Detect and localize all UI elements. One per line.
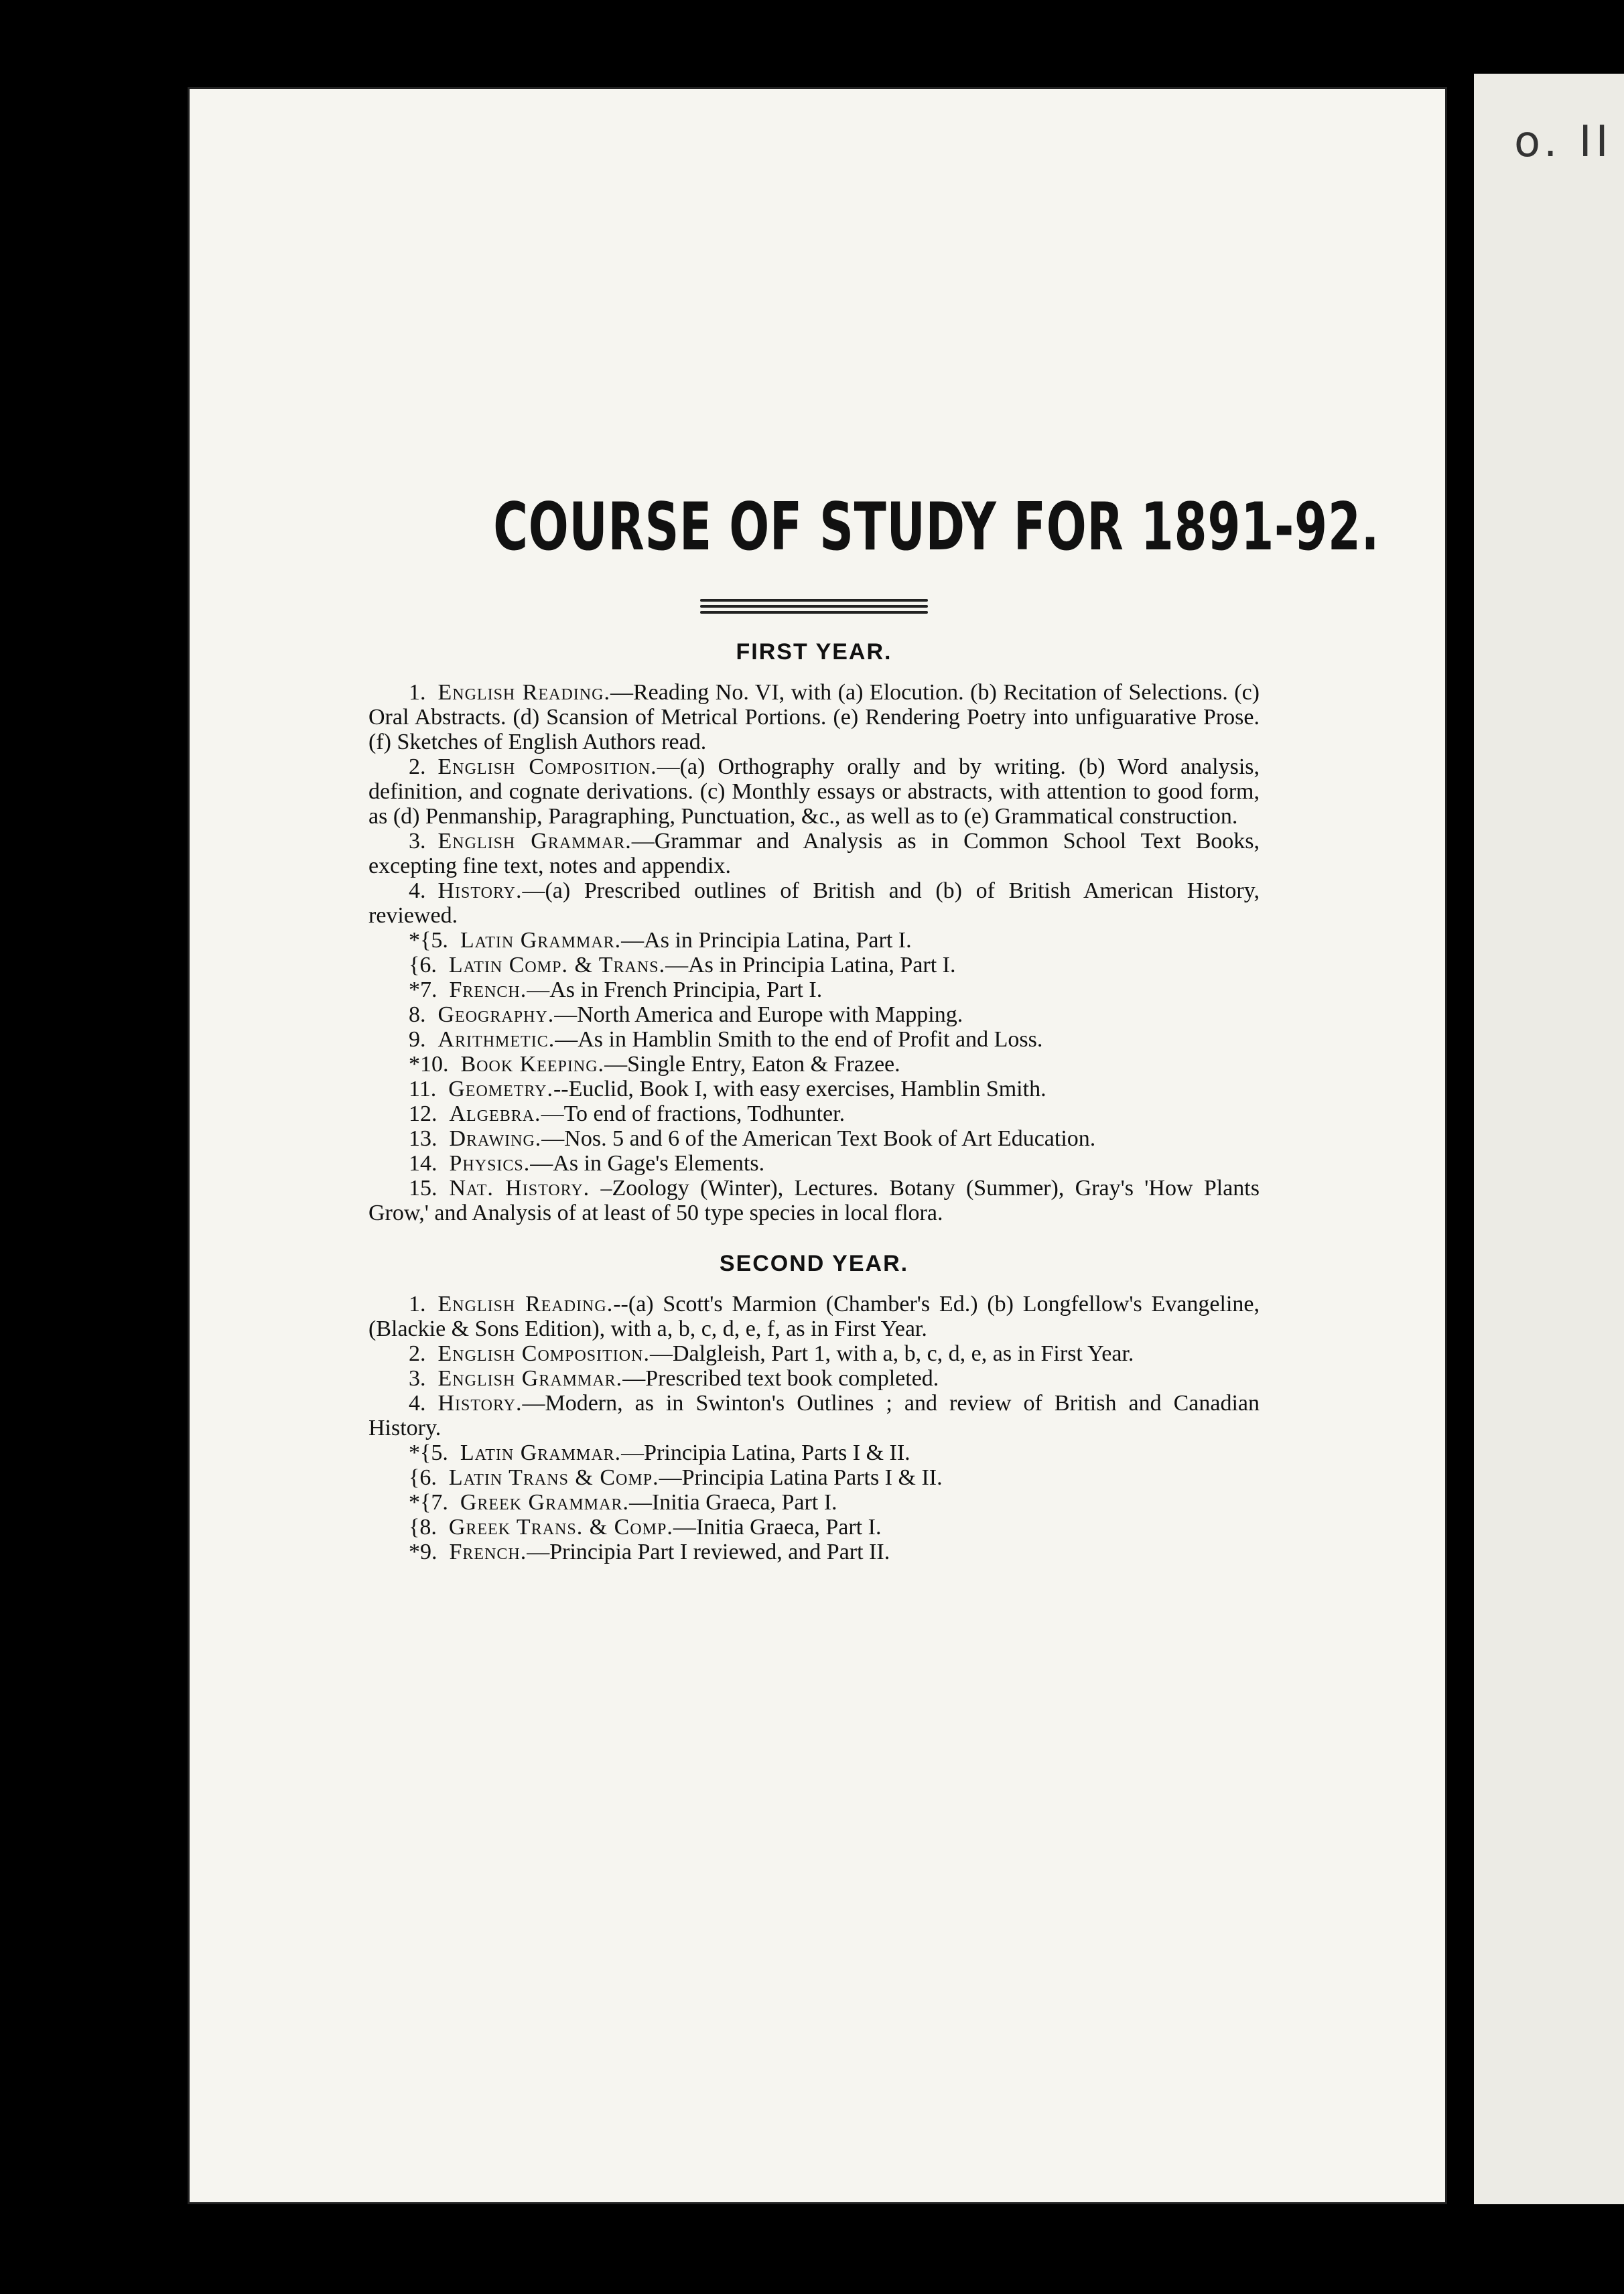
item-number: *{5.: [409, 1440, 448, 1465]
item-text: --(a) Scott's Marmion (Chamber's Ed.) (b) Longfellow's Evangeline, (Blackie & Sons Edition), with a, b, c, d, e, f, as in First Year.: [368, 1292, 1260, 1341]
item-text: —To end of fractions, Todhunter.: [541, 1101, 845, 1126]
item-text: —Nos. 5 and 6 of the American Text Book of Art Education.: [541, 1126, 1096, 1151]
item-number: 2.: [409, 754, 426, 779]
item-number: 1.: [409, 680, 426, 705]
item-number: {8.: [409, 1515, 437, 1540]
item-number: 8.: [409, 1002, 426, 1027]
list-item: [368, 1465, 1260, 1490]
list-item: [368, 1002, 1260, 1027]
item-subject: Nat. History.: [449, 1176, 590, 1201]
item-text: —North America and Europe with Mapping.: [554, 1002, 963, 1027]
item-text: —As in Hamblin Smith to the end of Profit and Loss.: [555, 1027, 1043, 1052]
list-item: [368, 754, 1260, 829]
item-number: 3.: [409, 829, 426, 854]
item-number: 11.: [409, 1077, 437, 1101]
document-content: [368, 489, 1380, 1564]
item-subject: Latin Trans & Comp.: [448, 1465, 659, 1490]
item-subject: Greek Trans. & Comp.: [448, 1515, 673, 1540]
item-subject: Arithmetic.: [437, 1027, 555, 1052]
list-item: [368, 1052, 1260, 1077]
item-number: {6.: [409, 1465, 437, 1490]
item-subject: Drawing.: [449, 1126, 542, 1151]
list-item: [368, 1341, 1260, 1366]
item-text: --Euclid, Book I, with easy exercises, Hamblin Smith.: [553, 1077, 1046, 1101]
adjacent-page-strip: [1474, 74, 1624, 2204]
item-number: {6.: [409, 953, 437, 977]
item-subject: Greek Grammar.: [460, 1490, 629, 1515]
list-item: [368, 1027, 1260, 1052]
item-number: 2.: [409, 1341, 426, 1366]
item-text: —As in French Principia, Part I.: [527, 977, 823, 1002]
item-subject: Geometry.: [448, 1077, 553, 1101]
item-text: —(a) Prescribed outlines of British and (b) of British American History, reviewed.: [368, 878, 1260, 928]
item-subject: French.: [449, 1540, 527, 1564]
item-subject: Geography.: [437, 1002, 555, 1027]
item-number: *9.: [409, 1540, 437, 1564]
item-subject: Algebra.: [449, 1101, 541, 1126]
item-text: —Reading No. VI, with (a) Elocution. (b) Recitation of Selections. (c) Oral Abstracts. (d) Scansion of Metrical Portions. (e) Rendering Poetry into unfiguarative Prose. (f) Sketches of English Authors read.: [368, 680, 1260, 754]
item-number: 4.: [409, 878, 426, 903]
item-text: —Initia Graeca, Part I.: [628, 1490, 837, 1515]
item-subject: History.: [437, 878, 523, 903]
second-year-list: [368, 1292, 1260, 1564]
item-text: —Single Entry, Eaton & Frazee.: [604, 1052, 900, 1077]
list-item: [368, 1151, 1260, 1176]
item-number: 12.: [409, 1101, 437, 1126]
item-text: —Principia Latina Parts I & II.: [659, 1465, 943, 1490]
item-text: —As in Principia Latina, Part I.: [665, 953, 956, 977]
list-item: [368, 1515, 1260, 1540]
item-number: *{7.: [409, 1490, 448, 1515]
item-text: –Zoology (Winter), Lectures. Botany (Summer), Gray's 'How Plants Grow,' and Analysis of at least of 50 type species in local flora.: [368, 1176, 1260, 1225]
item-number: 3.: [409, 1366, 426, 1391]
item-subject: English Reading.: [437, 680, 610, 705]
margin-handwritten-note: o. II: [1514, 117, 1613, 167]
item-text: —Principia Part I reviewed, and Part II.: [527, 1540, 890, 1564]
item-text: —Initia Graeca, Part I.: [673, 1515, 882, 1540]
item-subject: Latin Grammar.: [460, 1440, 622, 1465]
list-item: [368, 1176, 1260, 1225]
item-number: *7.: [409, 977, 437, 1002]
list-item: [368, 1126, 1260, 1151]
list-item: [368, 1540, 1260, 1564]
item-subject: History.: [437, 1391, 523, 1416]
item-subject: English Composition.: [437, 754, 657, 779]
list-item: [368, 1077, 1260, 1101]
item-text: —Dalgleish, Part 1, with a, b, c, d, e, as in First Year.: [649, 1341, 1134, 1366]
item-subject: English Grammar.: [437, 1366, 623, 1391]
item-text: —Modern, as in Swinton's Outlines ; and review of British and Canadian History.: [368, 1391, 1260, 1440]
item-number: 14.: [409, 1151, 437, 1176]
list-item: [368, 1391, 1260, 1440]
list-item: [368, 1292, 1260, 1341]
list-item: [368, 878, 1260, 928]
list-item: [368, 977, 1260, 1002]
list-item: [368, 1440, 1260, 1465]
item-number: *10.: [409, 1052, 449, 1077]
section-heading-first-year: FIRST YEAR.: [736, 639, 892, 665]
item-text: —Principia Latina, Parts I & II.: [621, 1440, 910, 1465]
item-number: 13.: [409, 1126, 437, 1151]
list-item: [368, 1490, 1260, 1515]
item-subject: English Grammar.: [437, 829, 632, 854]
list-item: [368, 1101, 1260, 1126]
list-item: [368, 928, 1260, 953]
item-text: —As in Principia Latina, Part I.: [621, 928, 912, 953]
list-item: [368, 829, 1260, 878]
item-number: 15.: [409, 1176, 437, 1201]
item-subject: Physics.: [449, 1151, 531, 1176]
list-item: [368, 953, 1260, 977]
section-heading-second-year: SECOND YEAR.: [719, 1251, 909, 1276]
item-number: 9.: [409, 1027, 426, 1052]
title-ornamental-rule: [700, 599, 928, 614]
item-subject: English Composition.: [437, 1341, 650, 1366]
page-title: COURSE OF STUDY FOR 1891-92.: [493, 489, 1380, 565]
item-text: —As in Gage's Elements.: [530, 1151, 765, 1176]
item-text: —Prescribed text book completed.: [622, 1366, 939, 1391]
item-subject: English Reading.: [437, 1292, 614, 1317]
item-subject: Book Keeping.: [460, 1052, 605, 1077]
item-number: *{5.: [409, 928, 448, 953]
item-text: —(a) Orthography orally and by writing. (b) Word analysis, definition, and cognate derivations. (c) Monthly essays or abstracts, with attention to good form, as (d) Penmanship, Paragraphing, Punctuation, &c., as well as to (e) Grammatical construction.: [368, 754, 1260, 829]
item-subject: Latin Comp. & Trans.: [448, 953, 666, 977]
item-number: 1.: [409, 1292, 426, 1317]
list-item: [368, 1366, 1260, 1391]
first-year-list: [368, 680, 1260, 1225]
list-item: [368, 680, 1260, 754]
item-number: 4.: [409, 1391, 426, 1416]
item-subject: Latin Grammar.: [460, 928, 622, 953]
item-text: —Grammar and Analysis as in Common School Text Books, excepting fine text, notes and appendix.: [368, 829, 1260, 878]
item-subject: French.: [449, 977, 527, 1002]
